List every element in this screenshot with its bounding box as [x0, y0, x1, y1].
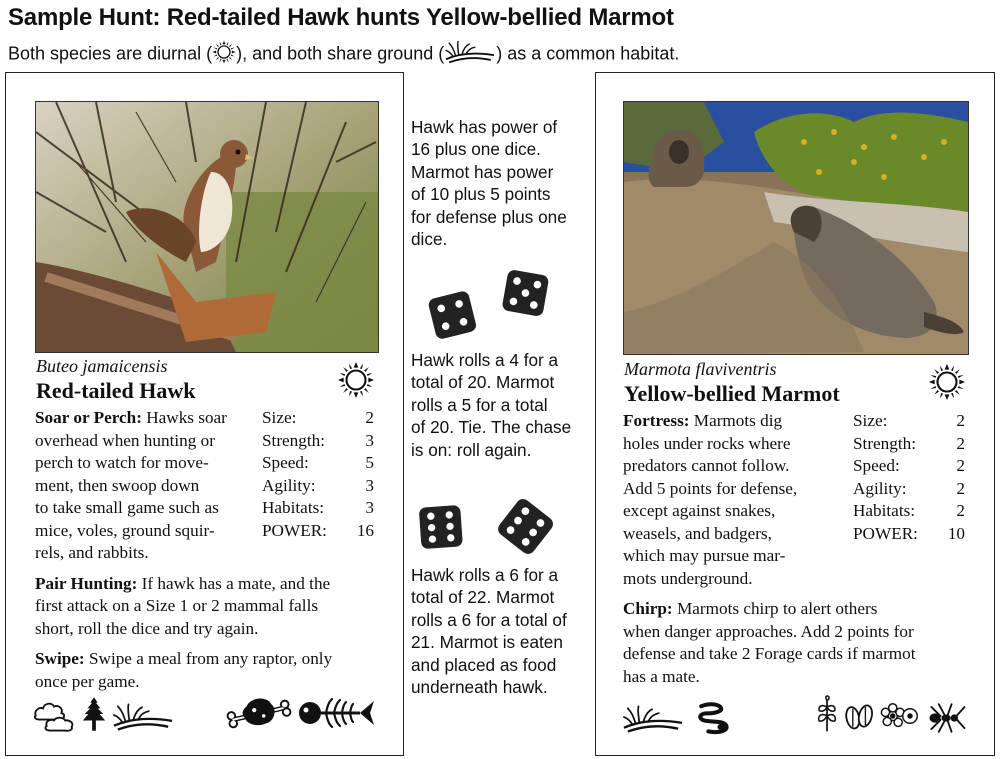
stat-value: 10 — [947, 523, 965, 543]
text-line: 21. Marmot is eaten — [411, 632, 563, 653]
ability-name: Fortress: — [623, 411, 690, 430]
hawk-common-name: Red-tailed Hawk — [36, 378, 196, 403]
ability-text-line: predators cannot follow. — [623, 456, 790, 475]
marmot-food-icons — [814, 693, 970, 740]
marmot-card — [595, 72, 995, 756]
stat-value: 2 — [956, 478, 965, 498]
text-line: for defense plus one — [411, 206, 567, 227]
ability-text-line: to take small game such as — [35, 498, 219, 517]
stat-label: Speed: — [853, 456, 900, 475]
subtitle-text-2: ), and both share ground ( — [236, 43, 445, 64]
stat-row — [262, 497, 374, 520]
ability-name: Pair Hunting: — [35, 573, 138, 593]
ability-text-line: once per game. — [35, 671, 140, 691]
page-title: Sample Hunt: Red-tailed Hawk hunts Yellow-bellied Marmot — [8, 4, 674, 31]
hawk-photo — [35, 101, 379, 353]
hawk-habitat-icons — [32, 695, 174, 738]
ability-text-line: If hawk has a mate, and the — [141, 573, 331, 593]
die-six — [489, 493, 559, 564]
stat-label: Habitats: — [262, 498, 325, 517]
ability-chirp — [623, 598, 973, 688]
ability-name: Soar or Perch: — [35, 408, 142, 427]
ground-grass-icon — [622, 703, 684, 740]
flowers-icon — [880, 697, 920, 740]
stat-value: 16 — [356, 520, 374, 540]
plant-icon — [814, 693, 840, 740]
stat-label: POWER: — [262, 520, 327, 540]
marmot-scientific-name: Marmota flaviventris — [624, 359, 777, 379]
marmot-habitat-icons — [622, 699, 732, 740]
text-line: and placed as food — [411, 654, 557, 675]
text-line: Hawk has power of — [411, 117, 558, 137]
text-line: 16 plus one dice. — [411, 139, 541, 160]
stat-value: 2 — [365, 408, 374, 427]
text-line: Hawk rolls a 6 for a — [411, 565, 559, 585]
ability-text-line: Marmots dig — [693, 411, 783, 430]
sun-icon — [337, 361, 375, 404]
stat-value: 2 — [956, 501, 965, 520]
ability-text-line: when danger approaches. Add 2 points for — [623, 621, 914, 641]
shrubs-icon — [32, 695, 78, 738]
text-line: underneath hawk. — [411, 677, 548, 698]
page-subtitle — [8, 40, 679, 69]
stat-value: 2 — [956, 456, 965, 475]
stat-row — [853, 478, 965, 501]
ability-text-line: perch to watch for move- — [35, 453, 209, 472]
marmot-common-name: Yellow-bellied Marmot — [624, 381, 840, 406]
stat-row — [853, 433, 965, 456]
ability-text-line: weasels, and badgers, — [623, 523, 772, 543]
text-line: rolls a 5 for a total — [411, 394, 548, 415]
die-five — [498, 266, 552, 324]
text-line: is on: roll again. — [411, 439, 532, 460]
ground-grass-icon — [444, 40, 496, 69]
ability-text-line: holes under rocks where — [623, 433, 791, 453]
ability-name: Swipe: — [35, 649, 85, 668]
stat-label: Strength: — [262, 430, 326, 450]
ability-text-line: mots underground. — [623, 568, 753, 588]
ability-name: Chirp: — [623, 599, 673, 618]
ability-text-line: Hawks soar — [146, 408, 227, 427]
subtitle-text-3: ) as a common habitat. — [496, 43, 680, 64]
ability-text-line: Marmots chirp to alert others — [676, 599, 878, 618]
ability-text-line: which may pursue mar- — [623, 546, 786, 565]
hunt-step-2-text — [411, 349, 591, 461]
ground-grass-icon — [112, 701, 174, 738]
stat-row — [853, 500, 965, 523]
stat-value: 5 — [365, 453, 374, 472]
text-line: Hawk rolls a 4 for a — [411, 350, 559, 370]
seeds-icon — [842, 697, 878, 740]
ability-pair-hunting — [35, 573, 375, 641]
burrow-icon — [692, 699, 732, 740]
text-line: rolls a 6 for a total of — [411, 609, 567, 630]
stat-label: Size: — [853, 411, 888, 430]
stat-row — [262, 520, 374, 543]
sun-icon — [212, 40, 236, 69]
stat-row — [262, 452, 374, 475]
stat-row — [262, 407, 374, 430]
stat-label: Strength: — [853, 433, 917, 453]
stat-label: Speed: — [262, 453, 309, 472]
text-line: Marmot has power — [411, 161, 554, 182]
ability-text-line: rels, and rabbits. — [35, 543, 149, 562]
stat-value: 3 — [365, 475, 374, 495]
ability-text-line: defense and take 2 Forage cards if marmot — [623, 644, 916, 663]
stat-value: 3 — [365, 498, 374, 517]
ability-text-line: has a mate. — [623, 666, 700, 686]
ability-swipe — [35, 648, 375, 693]
hunt-step-3-text — [411, 564, 593, 698]
stat-row — [262, 475, 374, 498]
stat-value: 3 — [365, 430, 374, 450]
stat-label: Size: — [262, 408, 297, 427]
ability-text-line: except against snakes, — [623, 501, 776, 520]
ability-text-line: Add 5 points for defense, — [623, 478, 798, 498]
sun-icon — [928, 363, 966, 406]
text-line: dice. — [411, 229, 448, 250]
stat-label: POWER: — [853, 523, 918, 543]
stat-row — [853, 455, 965, 478]
hunt-step-1-text — [411, 116, 591, 250]
ability-text-line: Swipe a meal from any raptor, only — [88, 649, 333, 668]
stat-label: Habitats: — [853, 501, 916, 520]
ability-text-line: first attack on a Size 1 or 2 mammal falls — [35, 596, 319, 615]
stat-label: Agility: — [262, 475, 316, 495]
stat-value: 2 — [956, 411, 965, 430]
hawk-card — [5, 72, 404, 756]
text-line: total of 20. Marmot — [411, 372, 555, 393]
ability-text-line: overhead when hunting or — [35, 430, 215, 450]
insect-icon — [924, 701, 970, 740]
ability-text-line: mice, voles, ground squir- — [35, 520, 215, 540]
die-four — [425, 287, 482, 348]
hawk-stats — [262, 407, 374, 542]
stat-row — [262, 430, 374, 453]
text-line: of 20. Tie. The chase — [411, 417, 572, 438]
stat-row — [853, 410, 965, 433]
hawk-scientific-name: Buteo jamaicensis — [36, 356, 168, 376]
die-six — [416, 502, 465, 556]
text-line: total of 22. Marmot — [411, 587, 555, 608]
tree-icon — [80, 695, 108, 738]
marmot-photo — [623, 101, 969, 355]
fish-skeleton-icon — [296, 693, 376, 738]
marmot-stats — [853, 410, 965, 545]
bone-meat-icon — [224, 693, 294, 738]
ability-text-line: ment, then swoop down — [35, 475, 200, 495]
stat-row — [853, 523, 965, 546]
text-line: of 10 plus 5 points — [411, 184, 551, 205]
hawk-food-icons — [224, 693, 376, 738]
stat-value: 2 — [956, 433, 965, 453]
ability-text-line: short, roll the dice and try again. — [35, 618, 259, 638]
subtitle-text-1: Both species are diurnal ( — [8, 43, 213, 64]
stat-label: Agility: — [853, 478, 907, 498]
